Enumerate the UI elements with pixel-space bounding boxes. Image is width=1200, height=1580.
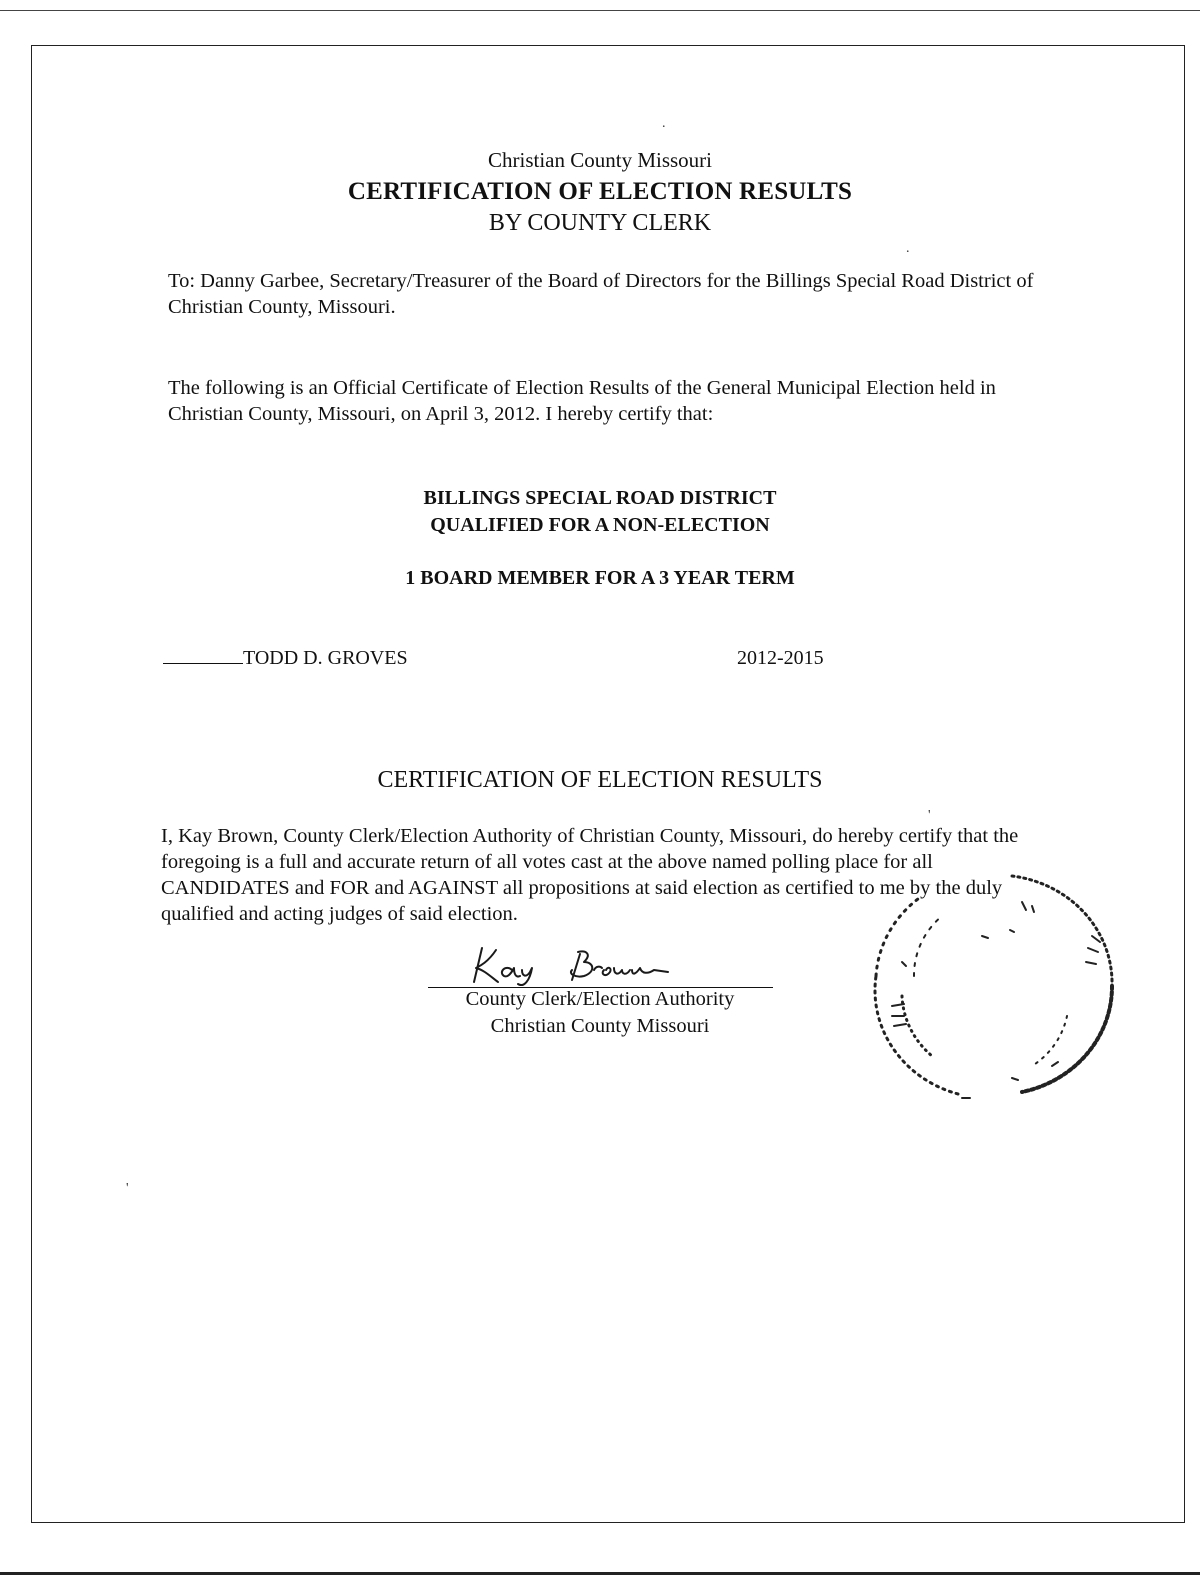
office-heading: 1 BOARD MEMBER FOR A 3 YEAR TERM	[405, 567, 795, 589]
certification-paragraph: I, Kay Brown, County Clerk/Election Authority of Christian County, Missouri, do hereby certify that the foregoing is a full and accurate return of all votes cast at the above named polling place for all CANDIDATES and FOR and AGAINST all propositions at said election as certified to me by the duly qualified and acting judges of said election.	[161, 825, 1019, 925]
handwritten-signature-icon	[468, 940, 728, 986]
scan-speck: .	[906, 241, 910, 256]
candidate-blank-line	[163, 649, 243, 664]
signer-title: County Clerk/Election Authority	[465, 988, 735, 1010]
addressee-paragraph: To: Danny Garbee, Secretary/Treasurer of the Board of Directors for the Billings Special Road District of Christian County, Missouri.	[168, 270, 1034, 318]
intro-paragraph: The following is an Official Certificate of Election Results of the General Municipal Election held in Christian County, Missouri, on April 3, 2012. I hereby certify that:	[168, 377, 996, 425]
candidate-term: 2012-2015	[737, 647, 824, 669]
scan-speck: .	[662, 116, 666, 131]
district-status: QUALIFIED FOR A NON-ELECTION	[430, 514, 770, 536]
candidate-name: TODD D. GROVES	[243, 647, 408, 669]
scan-bottom-edge	[0, 1572, 1200, 1575]
district-heading	[0, 485, 1200, 539]
signature-block	[428, 940, 773, 988]
certification-title: CERTIFICATION OF ELECTION RESULTS	[377, 767, 823, 793]
document-subtitle: BY COUNTY CLERK	[488, 210, 712, 236]
district-name: BILLINGS SPECIAL ROAD DISTRICT	[423, 487, 777, 509]
document-title: CERTIFICATION OF ELECTION RESULTS	[347, 178, 853, 205]
scan-speck: '	[126, 1181, 129, 1196]
scan-top-edge	[0, 10, 1200, 11]
header-county: Christian County Missouri	[487, 148, 713, 172]
scan-speck: '	[928, 808, 931, 823]
signer-county: Christian County Missouri	[490, 1015, 710, 1037]
county-seal-icon	[862, 866, 1124, 1106]
candidate-row	[163, 647, 863, 670]
signer-block	[410, 986, 790, 1040]
